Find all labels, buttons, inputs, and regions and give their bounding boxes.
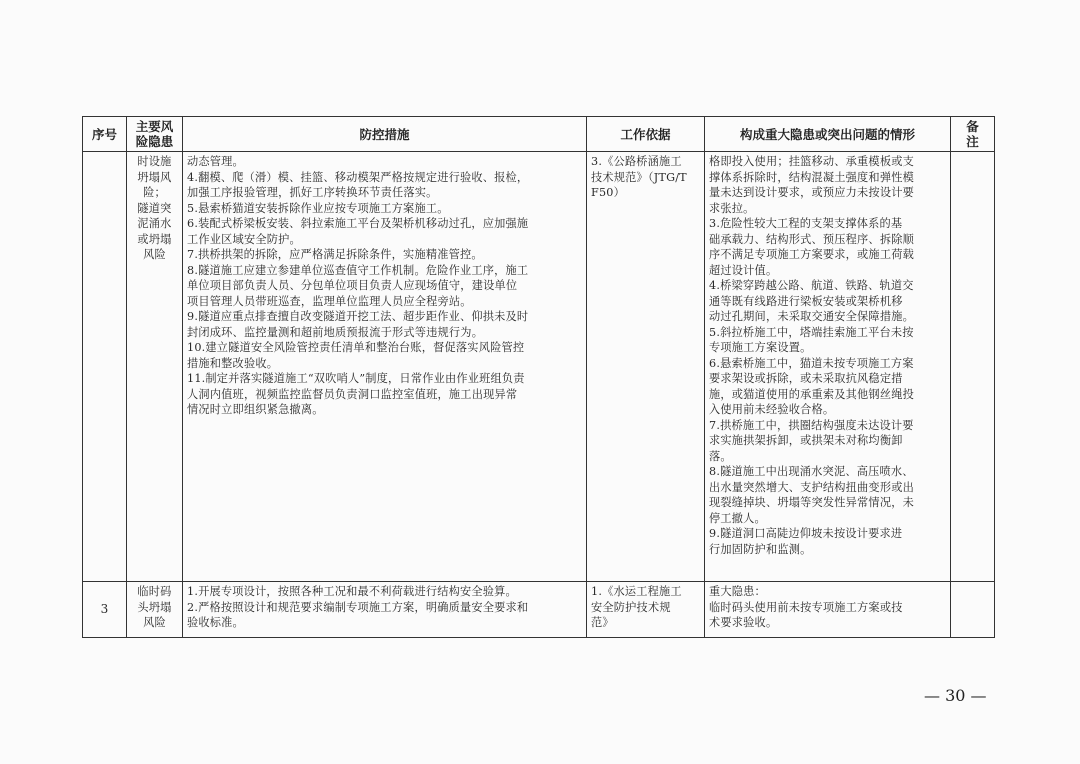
header-basis: 工作依据: [587, 117, 705, 152]
text-line: 7.拱桥拱架的拆除，应严格满足拆除条件，实施精准管控。: [187, 248, 483, 261]
text-line: 9.隧道洞口高陡边仰坡未按设计要求进: [709, 527, 903, 540]
text-line: 出水量突然增大、支护结构扭曲变形或出: [709, 480, 914, 494]
text-line: 要求架设或拆除，或未采取抗风稳定措: [709, 372, 903, 385]
text-line: 格即投入使用；挂篮移动、承重模板或支: [709, 155, 914, 168]
text-line: 动态管理。: [187, 155, 244, 168]
text-line: 情况时立即组织紧急撤离。: [187, 403, 324, 416]
text-line: 技术规范》（JTG/T: [591, 170, 687, 184]
row-remarks: [951, 152, 995, 582]
text-line: 5.悬索桥猫道安装拆除作业应按专项施工方案施工。: [187, 201, 449, 215]
text-line: 行加固防护和监测。: [709, 542, 812, 556]
text-line: 2.严格按照设计和规范要求编制专项施工方案，明确质量安全要求和: [187, 600, 529, 614]
text-line: 8.隧道施工中出现涌水突泥、高压喷水、: [709, 465, 914, 478]
text-line: 范》: [591, 616, 614, 629]
row-situation: [705, 582, 951, 638]
text-line: 坍塌风: [137, 170, 172, 184]
header-remarks: [951, 117, 995, 152]
text-line: 时设施: [137, 155, 172, 168]
text-line: 8.隧道施工应建立参建单位巡查值守工作机制。危险作业工序，施工: [187, 263, 529, 277]
row-index: 3: [83, 582, 127, 638]
text-line: 单位项目部负责人员、分包单位项目负责人应现场值守，建设单位: [187, 279, 518, 292]
text-line: 专项施工方案设置。: [709, 341, 812, 354]
header-index: 序号: [83, 117, 127, 152]
table-row: [83, 152, 995, 582]
header-risk: [127, 117, 183, 152]
text-line: 头坍塌: [137, 600, 172, 614]
text-line: 临时码头使用前未按专项施工方案或技: [709, 600, 903, 614]
text-line: 量未达到设计要求，或预应力未按设计要: [709, 186, 914, 199]
text-line: 求实施拱架拆卸，或拱架未对称均衡卸: [709, 434, 903, 447]
text-line: 11.制定并落实隧道施工“双吹哨人”制度，日常作业由作业班组负责: [187, 372, 525, 385]
text-line: 风险: [143, 616, 166, 629]
text-line: 工作业区域安全防护。: [187, 232, 301, 246]
text-line: 险；: [143, 186, 166, 199]
text-line: 3.危险性较大工程的支架支撑体系的基: [709, 217, 903, 230]
text-line: 4.桥梁穿跨越公路、航道、铁路、轨道交: [709, 279, 914, 292]
text-line: 泥涌水: [137, 217, 172, 230]
text-line: 重大隐患：: [709, 585, 766, 598]
text-line: 封闭成环、监控量测和超前地质预报流于形式等违规行为。: [187, 325, 484, 339]
text-line: 1.开展专项设计，按照各种工况和最不利荷载进行结构安全验算。: [187, 585, 517, 598]
text-line: 隧道突: [137, 201, 172, 215]
text-line: 4.翻模、爬（滑）模、挂篮、移动模架严格按规定进行验收、报检，: [187, 170, 529, 184]
text-line: 措施和整改验收。: [187, 356, 279, 370]
text-line: 现裂缝掉块、坍塌等突发性异常情况，未: [709, 496, 914, 509]
text-line: 3.《公路桥涵施工: [591, 155, 682, 168]
text-line: 1.《水运工程施工: [591, 585, 682, 598]
row-measures: [183, 152, 587, 582]
text-line: 6.装配式桥梁板安装、斜拉索施工平台及架桥机移动过孔，应加强施: [187, 217, 529, 230]
page-number: — 30 —: [924, 686, 987, 705]
row-remarks: [951, 582, 995, 638]
header-measures: 防控措施: [183, 117, 587, 152]
text-line: 6.悬索桥施工中，猫道未按专项施工方案: [709, 356, 914, 370]
text-line: 7.拱桥施工中，拱圈结构强度未达设计要: [709, 418, 914, 432]
text-line: 础承载力、结构形式、预压程序、拆除顺: [709, 232, 914, 246]
text-line: 人洞内值班，视频监控监督员负责洞口监控室值班，施工出现异常: [187, 387, 518, 401]
row-measures: [183, 582, 587, 638]
hazard-table: [82, 116, 995, 638]
text-line: 停工撤人。: [709, 511, 766, 525]
text-line: 求张拉。: [709, 201, 755, 215]
text-line: 撑体系拆除时，结构混凝土强度和弹性模: [709, 170, 914, 184]
text-line: F50）: [591, 186, 625, 199]
header-risk-text: 主要风险隐患: [135, 119, 174, 149]
table-header-row: [83, 117, 995, 152]
text-line: 通等既有线路进行梁板安装或架桥机移: [709, 294, 903, 308]
text-line: 或坍塌: [137, 232, 172, 246]
row-basis: [587, 582, 705, 638]
text-line: 5.斜拉桥施工中，塔端挂索施工平台未按: [709, 325, 914, 339]
text-line: 落。: [709, 449, 732, 463]
header-remarks-text: 备注: [966, 119, 979, 149]
row-risk: [127, 582, 183, 638]
header-situation: 构成重大隐患或突出问题的情形: [705, 117, 951, 152]
row-index: [83, 152, 127, 582]
row-basis: [587, 152, 705, 582]
row-situation: [705, 152, 951, 582]
text-line: 加强工序报验管理，抓好工序转换环节责任落实。: [187, 186, 438, 199]
text-line: 9.隧道应重点排查擅自改变隧道开挖工法、超步距作业、仰拱未及时: [187, 310, 529, 323]
text-line: 10.建立隧道安全风险管控责任清单和整治台账，督促落实风险管控: [187, 341, 525, 354]
table-row: [83, 582, 995, 638]
text-line: 临时码: [137, 585, 172, 598]
text-line: 风险: [143, 248, 166, 261]
row-risk: [127, 152, 183, 582]
text-line: 超过设计值。: [709, 263, 778, 277]
text-line: 施，或猫道使用的承重索及其他钢丝绳投: [709, 387, 914, 401]
text-line: 项目管理人员带班巡查，监理单位监理人员应全程旁站。: [187, 294, 472, 308]
text-line: 序不满足专项施工方案要求，或施工荷载: [709, 248, 914, 261]
text-line: 动过孔期间，未采取交通安全保障措施。: [709, 310, 914, 323]
text-line: 安全防护技术规: [591, 600, 671, 614]
text-line: 验收标准。: [187, 616, 244, 629]
text-line: 入使用前未经验收合格。: [709, 403, 835, 416]
text-line: 术要求验收。: [709, 616, 778, 629]
